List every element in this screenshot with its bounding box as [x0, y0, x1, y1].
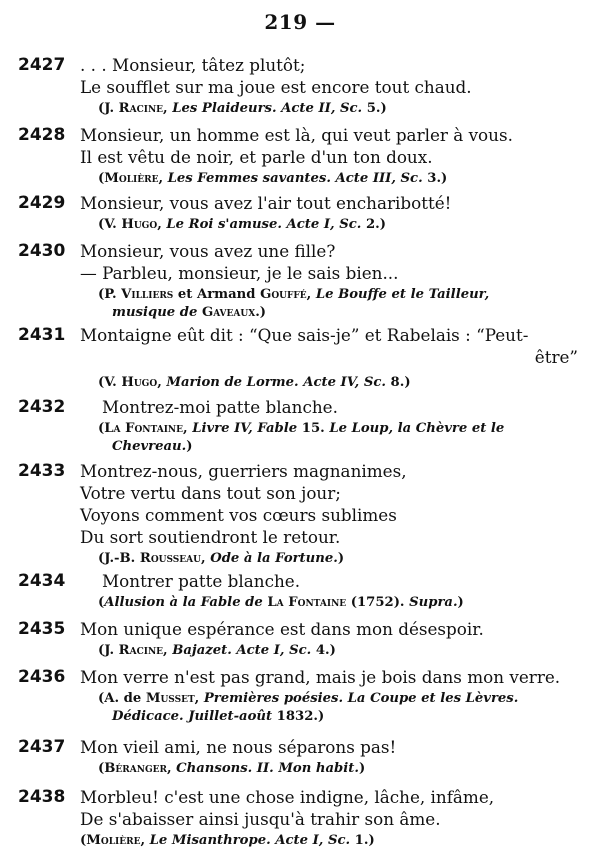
quote-line: Mon verre n'est pas grand, mais je bois dans mon verre.	[80, 667, 561, 687]
quote-entry	[0, 324, 600, 392]
citation: (P. Villiers et Armand Gouffé, Le Bouffe et le Tailleur,	[98, 287, 490, 302]
citation: (A. de Musset, Premières poésies. La Coupe et les Lèvres.	[98, 691, 519, 706]
quote-entry	[0, 54, 600, 118]
citation: (V. Hugo, Marion de Lorme. Acte IV, Sc. 8.)	[98, 375, 411, 390]
quote-line: Monsieur, un homme est là, qui veut parler à vous.	[80, 125, 513, 145]
quote-line: Morbleu! c'est une chose indigne, lâche, infâme,	[80, 787, 495, 807]
quote-entry	[0, 460, 600, 568]
entry-number: 2432	[18, 397, 66, 417]
quote-line: Montrez-moi patte blanche.	[102, 397, 338, 417]
entry-number: 2433	[18, 461, 66, 481]
quote-line: De s'abaisser ainsi jusqu'à trahir son âme.	[80, 809, 441, 829]
quote-line: Montrer patte blanche.	[102, 571, 301, 591]
quote-line: Votre vertu dans tout son jour;	[80, 483, 341, 503]
quote-entry	[0, 570, 600, 612]
entry-number: 2427	[18, 55, 66, 75]
quote-line: Il est vêtu de noir, et parle d'un ton doux.	[80, 147, 433, 167]
entry-number: 2434	[18, 571, 66, 591]
citation: (Molière, Les Femmes savantes. Acte III, Sc. 3.)	[98, 171, 448, 186]
entry-number: 2438	[18, 787, 66, 807]
citation-continuation: musique de Gaveaux.)	[112, 305, 267, 320]
citation: (J. Racine, Bajazet. Acte I, Sc. 4.)	[98, 643, 336, 658]
entry-number: 2436	[18, 667, 66, 687]
quote-line: Mon unique espérance est dans mon désespoir.	[80, 619, 484, 639]
citation-continuation: Dédicace. Juillet-août 1832.)	[112, 709, 325, 724]
quote-entry	[0, 736, 600, 778]
entry-number: 2428	[18, 125, 66, 145]
quote-line: Voyons comment vos cœurs sublimes	[80, 505, 397, 525]
quote-entry	[0, 192, 600, 234]
entry-number: 2431	[18, 325, 66, 345]
page-number: 219 —	[264, 10, 336, 34]
quote-entry	[0, 396, 600, 456]
citation-continuation: Chevreau.)	[112, 439, 193, 454]
quote-entry	[0, 666, 600, 726]
quote-line: Montrez-nous, guerriers magnanimes,	[80, 461, 407, 481]
citation: (V. Hugo, Le Roi s'amuse. Acte I, Sc. 2.)	[98, 217, 386, 232]
quote-line: — Parbleu, monsieur, je le sais bien...	[80, 263, 399, 283]
citation: (J. Racine, Les Plaideurs. Acte II, Sc. 5.)	[98, 101, 387, 116]
quote-entry	[0, 786, 600, 850]
quote-line: Montaigne eût dit : “Que sais-je” et Rabelais : “Peut-	[80, 325, 529, 345]
entry-number: 2429	[18, 193, 66, 213]
quote-line: être”	[534, 347, 578, 367]
entry-number: 2430	[18, 241, 66, 261]
entry-number: 2435	[18, 619, 66, 639]
quote-line: Du sort soutiendront le retour.	[80, 527, 341, 547]
citation: (Molière, Le Misanthrope. Acte I, Sc. 1.)	[80, 833, 375, 848]
quote-line: Le soufflet sur ma joue est encore tout chaud.	[80, 77, 472, 97]
citation: (Béranger, Chansons. II. Mon habit.)	[98, 761, 366, 776]
quote-line: Mon vieil ami, ne nous séparons pas!	[80, 737, 397, 757]
quote-line: Monsieur, vous avez l'air tout encharibotté!	[80, 193, 452, 213]
quote-entry	[0, 124, 600, 188]
citation: (La Fontaine, Livre IV, Fable 15. Le Loup, la Chèvre et le	[98, 421, 505, 436]
entry-number: 2437	[18, 737, 66, 757]
quote-line: Monsieur, vous avez une fille?	[80, 241, 336, 261]
quote-line: . . . Monsieur, tâtez plutôt;	[80, 55, 306, 75]
citation: (J.-B. Rousseau, Ode à la Fortune.)	[98, 551, 345, 566]
citation: (Allusion à la Fable de La Fontaine (1752). Supra.)	[98, 595, 464, 610]
quote-entry	[0, 618, 600, 660]
quote-entry	[0, 240, 600, 322]
